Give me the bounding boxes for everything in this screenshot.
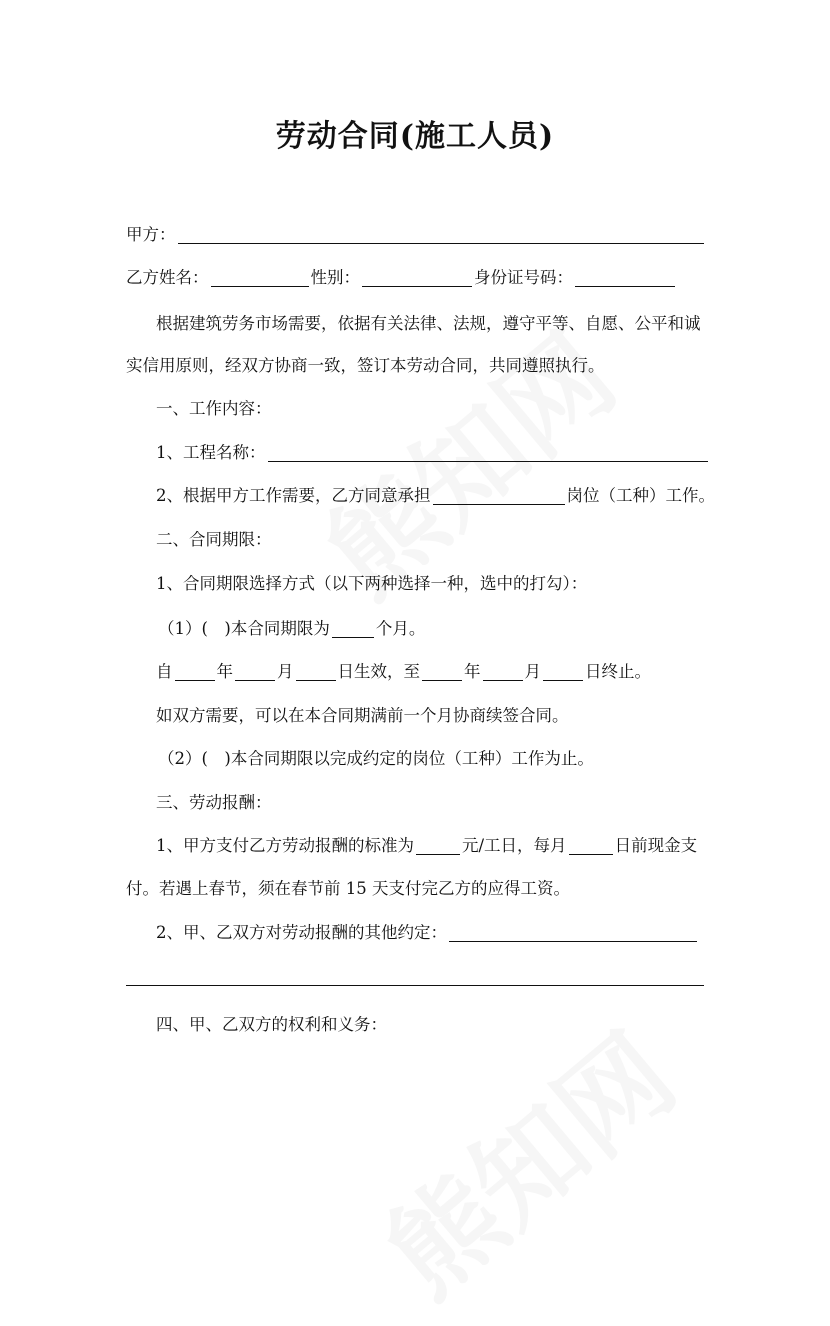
section1-item1-row: [156, 440, 706, 466]
option1-suffix: 个月。: [375, 619, 426, 638]
pay-day-field[interactable]: [569, 836, 613, 855]
intro-line-1: 根据建筑劳务市场需要，依据有关法律、法规，遵守平等、自愿、公平和诚: [156, 314, 701, 333]
start-month-label: 月: [277, 662, 294, 681]
party-b-gender-label: 性别：: [310, 268, 360, 287]
document-title: 劳动合同(施工人员): [275, 119, 555, 154]
start-day-field[interactable]: [296, 662, 336, 681]
party-a-field[interactable]: [178, 225, 704, 244]
intro-line-2: 实信用原则，经双方协商一致，签订本劳动合同，共同遵照执行。: [126, 356, 605, 375]
other-terms-field[interactable]: [449, 923, 697, 942]
project-name-field[interactable]: [268, 443, 708, 462]
position-suffix: 岗位（工种）工作。: [566, 486, 715, 505]
section2-heading: 二、合同期限：: [156, 530, 272, 549]
wage-prefix: 1、甲方支付乙方劳动报酬的标准为: [156, 836, 414, 855]
option1-prefix: （1）( )本合同期限为: [158, 619, 330, 638]
section1-item2-row: [156, 483, 715, 509]
party-b-row: [126, 265, 706, 291]
option2-line: （2）( )本合同期限以完成约定的岗位（工种）工作为止。: [158, 749, 594, 768]
section2-item1: 1、合同期限选择方式（以下两种选择一种，选中的打勾）：: [156, 574, 588, 593]
end-year-field[interactable]: [422, 662, 462, 681]
wage-line-2: 付。若遇上春节，须在春节前 15 天支付完乙方的应得工资。: [126, 879, 570, 898]
period-row: [156, 659, 736, 685]
other-terms-label: 2、甲、乙双方对劳动报酬的其他约定：: [156, 923, 447, 942]
wage-amount-field[interactable]: [416, 836, 460, 855]
party-b-gender-field[interactable]: [362, 268, 472, 287]
from-label: 自: [156, 662, 173, 681]
end-month-label: 月: [524, 662, 541, 681]
other-terms-extra-line[interactable]: [126, 985, 704, 986]
effective-label: 日生效，至: [337, 662, 420, 681]
position-field[interactable]: [433, 486, 565, 505]
position-prefix: 2、根据甲方工作需要，乙方同意承担: [156, 486, 431, 505]
start-year-label: 年: [216, 662, 233, 681]
party-a-label: 甲方：: [126, 225, 176, 244]
party-b-id-field[interactable]: [575, 268, 675, 287]
wage-mid: 元/工日，每月: [462, 836, 567, 855]
months-field[interactable]: [332, 619, 374, 638]
section1-heading: 一、工作内容：: [156, 399, 272, 418]
party-a-row: [126, 222, 706, 248]
party-b-name-field[interactable]: [211, 268, 309, 287]
wage-suffix: 日前现金支: [614, 836, 698, 855]
section3-heading: 三、劳动报酬：: [156, 793, 272, 812]
end-year-label: 年: [464, 662, 481, 681]
section4-heading: 四、甲、乙双方的权利和义务：: [156, 1015, 387, 1034]
end-day-field[interactable]: [543, 662, 583, 681]
option1-row: [158, 616, 738, 642]
end-month-field[interactable]: [483, 662, 523, 681]
party-b-name-label: 乙方姓名：: [126, 268, 209, 287]
renew-line: 如双方需要，可以在本合同期满前一个月协商续签合同。: [156, 706, 569, 725]
watermark-bottom: [348, 992, 702, 1325]
start-month-field[interactable]: [235, 662, 275, 681]
project-name-label: 1、工程名称：: [156, 443, 266, 462]
terminate-label: 日终止。: [585, 662, 651, 681]
start-year-field[interactable]: [175, 662, 215, 681]
wage-row: [156, 833, 706, 859]
other-terms-row: [156, 920, 706, 946]
party-b-id-label: 身份证号码：: [474, 268, 573, 287]
